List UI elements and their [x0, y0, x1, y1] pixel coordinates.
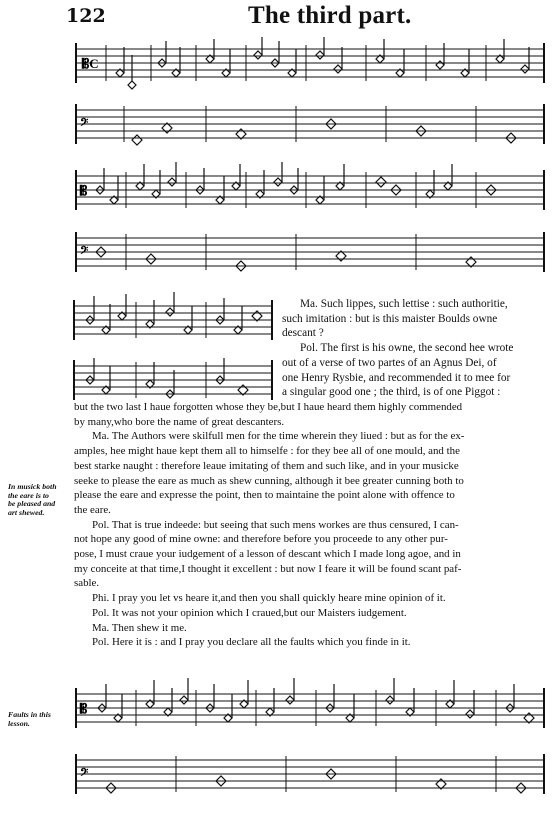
- dialogue-line: Pol. The first is his owne, the second hee wrote: [300, 342, 514, 355]
- dialogue-line: pose, I must craue your iudgement of a lesson of descant which I made long agoe, and in: [74, 548, 461, 561]
- music-staff-4: [66, 226, 550, 280]
- svg-text:𝄢: 𝄢: [80, 116, 89, 131]
- dialogue-line: my conceite at that time,I thought it excellent : but now I feare it will be found scant paf-: [74, 562, 462, 575]
- dialogue-right-column: [282, 297, 513, 400]
- dialogue-line: Ma. Such lippes, such lettise : such authoritie,: [300, 298, 508, 310]
- music-staff-8: [66, 746, 550, 806]
- dialogue-line: Ma. Then shew it me.: [92, 621, 187, 634]
- music-staff-3: [66, 160, 550, 222]
- dialogue-line: one Henry Rysbie, and recommended it to mee for: [282, 371, 511, 384]
- margin-note-faults: Faults in this lesson.: [8, 710, 51, 728]
- music-staff-2: [66, 98, 550, 153]
- running-head: The third part.: [248, 2, 412, 29]
- dialogue-line: such imitation : but is this maister Boulds owne: [282, 312, 498, 325]
- dialogue-line: sable.: [74, 577, 100, 590]
- dialogue-line: Phi. I pray you let vs heare it,and then you shall quickly heare mine opinion of it.: [92, 592, 446, 605]
- dialogue-line: descant ?: [282, 327, 324, 340]
- svg-text:𝄢: 𝄢: [80, 766, 89, 781]
- dialogue-line: please the eare and expresse the point, then to maintaine the point alone with offence to: [74, 489, 455, 502]
- dialogue-line: seeke to please the eare as much as shew cunning, although it bee greater cunning both to: [74, 474, 464, 487]
- svg-text:𝄡C: 𝄡C: [82, 56, 99, 71]
- page-number: 122: [66, 5, 106, 27]
- svg-text:𝄢: 𝄢: [80, 244, 89, 259]
- margin-note-musick: In musick both the eare is to be pleased and art shewed.: [8, 482, 57, 517]
- dialogue-line: the eare.: [74, 503, 111, 516]
- dialogue-line: not hope any good of mine owne: and therefore before you proceede to any other pur-: [74, 533, 448, 546]
- dialogue-line: best starke naught : therefore leaue imitating of them and such like, and in your musicke: [74, 459, 459, 472]
- music-staff-7: [66, 676, 550, 742]
- music-staff-5: [66, 290, 278, 352]
- dialogue-line: by many,who bore the name of great descanters.: [74, 415, 285, 428]
- dialogue-line: but the two last I haue forgotten whose they be,but I haue heard them highly commended: [74, 401, 463, 413]
- dialogue-line: out of a verse of two partes of an Agnus Dei, of: [282, 356, 497, 369]
- dialogue-full-width: [74, 400, 464, 650]
- dialogue-line: Pol. Here it is : and I pray you declare all the faults which you finde in it.: [92, 636, 411, 649]
- dialogue-line: Pol. That is true indeede: but seeing that such mens workes are thus censured, I can-: [92, 518, 459, 531]
- dialogue-line: a singular good one ; the third, is of one Piggot :: [282, 386, 501, 399]
- music-staff-1: [66, 35, 550, 105]
- dialogue-line: Pol. It was not your opinion which I craued,but our Maisters iudgement.: [92, 606, 407, 619]
- svg-text:𝄡: 𝄡: [80, 701, 88, 716]
- dialogue-line: amples, hee might haue kept them all to himselfe : for they bee all of one mould, and the: [74, 445, 460, 458]
- svg-text:𝄡: 𝄡: [80, 183, 88, 198]
- dialogue-line: Ma. The Authors were skilfull men for the time wherein they liued : but as for the ex-: [92, 430, 465, 443]
